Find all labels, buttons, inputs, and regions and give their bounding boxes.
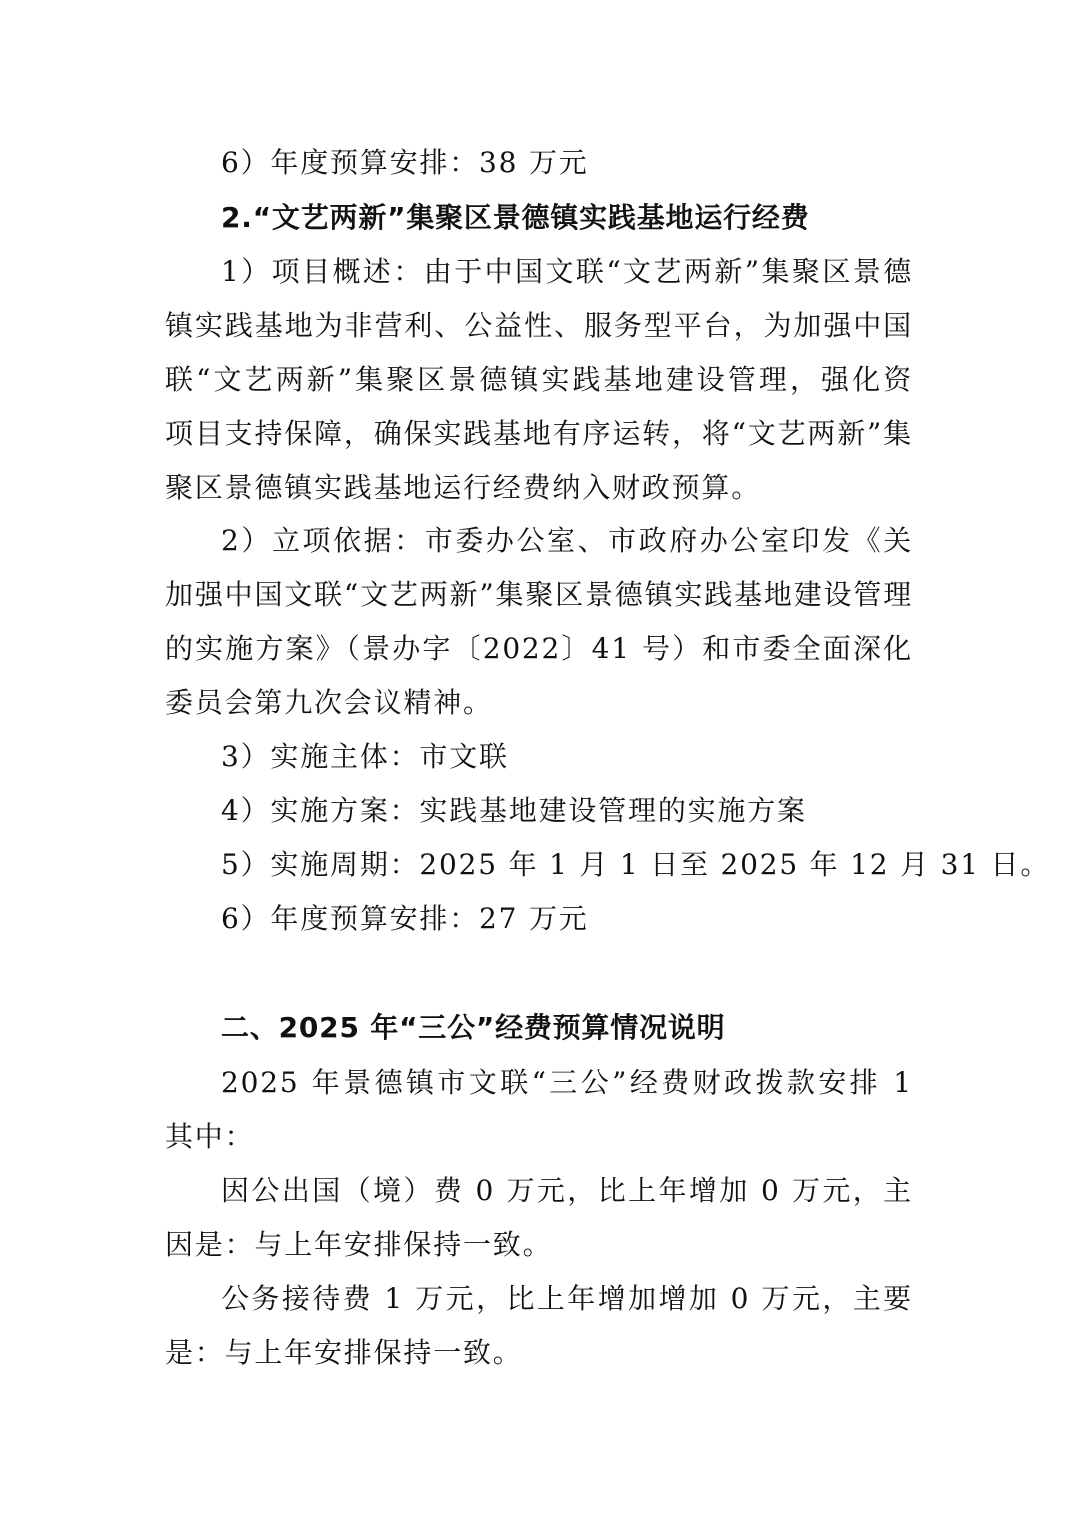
overview-line-4: 项目支持保障，确保实践基地有序运转，将“文艺两新”集 bbox=[165, 417, 913, 450]
budget-line-1: 6）年度预算安排：38 万元 bbox=[221, 146, 589, 179]
basis-line-4: 委员会第九次会议精神。 bbox=[165, 686, 493, 719]
section-heading-three-public: 二、2025 年“三公”经费预算情况说明 bbox=[221, 1011, 726, 1044]
period-line: 5）实施周期：2025 年 1 月 1 日至 2025 年 12 月 31 日。 bbox=[221, 848, 1051, 881]
three-public-line-1: 2025 年景德镇市文联“三公”经费财政拨款安排 1 bbox=[221, 1066, 913, 1099]
basis-line-2: 加强中国文联“文艺两新”集聚区景德镇实践基地建设管理 bbox=[165, 578, 913, 611]
overview-line-3: 联“文艺两新”集聚区景德镇实践基地建设管理，强化资 bbox=[165, 363, 913, 396]
reception-line-1: 公务接待费 1 万元，比上年增加增加 0 万元，主要 bbox=[221, 1282, 913, 1315]
section-heading-2: 2.“文艺两新”集聚区景德镇实践基地运行经费 bbox=[221, 201, 810, 234]
basis-line-3: 的实施方案》（景办字〔2022〕41 号）和市委全面深化 bbox=[165, 632, 913, 665]
overseas-line-2: 因是：与上年安排保持一致。 bbox=[165, 1228, 553, 1261]
subject-line: 3）实施主体：市文联 bbox=[221, 740, 509, 773]
document-page bbox=[165, 0, 1051, 1520]
reception-line-2: 是：与上年安排保持一致。 bbox=[165, 1336, 523, 1369]
overview-line-1: 1）项目概述：由于中国文联“文艺两新”集聚区景德 bbox=[221, 255, 913, 288]
budget-line-2: 6）年度预算安排：27 万元 bbox=[221, 902, 589, 935]
basis-line-1: 2）立项依据：市委办公室、市政府办公室印发《关 bbox=[221, 524, 913, 557]
overview-line-2: 镇实践基地为非营利、公益性、服务型平台，为加强中国 bbox=[165, 309, 913, 342]
overseas-line-1: 因公出国（境）费 0 万元，比上年增加 0 万元，主 bbox=[221, 1174, 913, 1207]
plan-line: 4）实施方案：实践基地建设管理的实施方案 bbox=[221, 794, 807, 827]
three-public-line-2: 其中： bbox=[165, 1120, 255, 1153]
overview-line-5: 聚区景德镇实践基地运行经费纳入财政预算。 bbox=[165, 471, 762, 504]
